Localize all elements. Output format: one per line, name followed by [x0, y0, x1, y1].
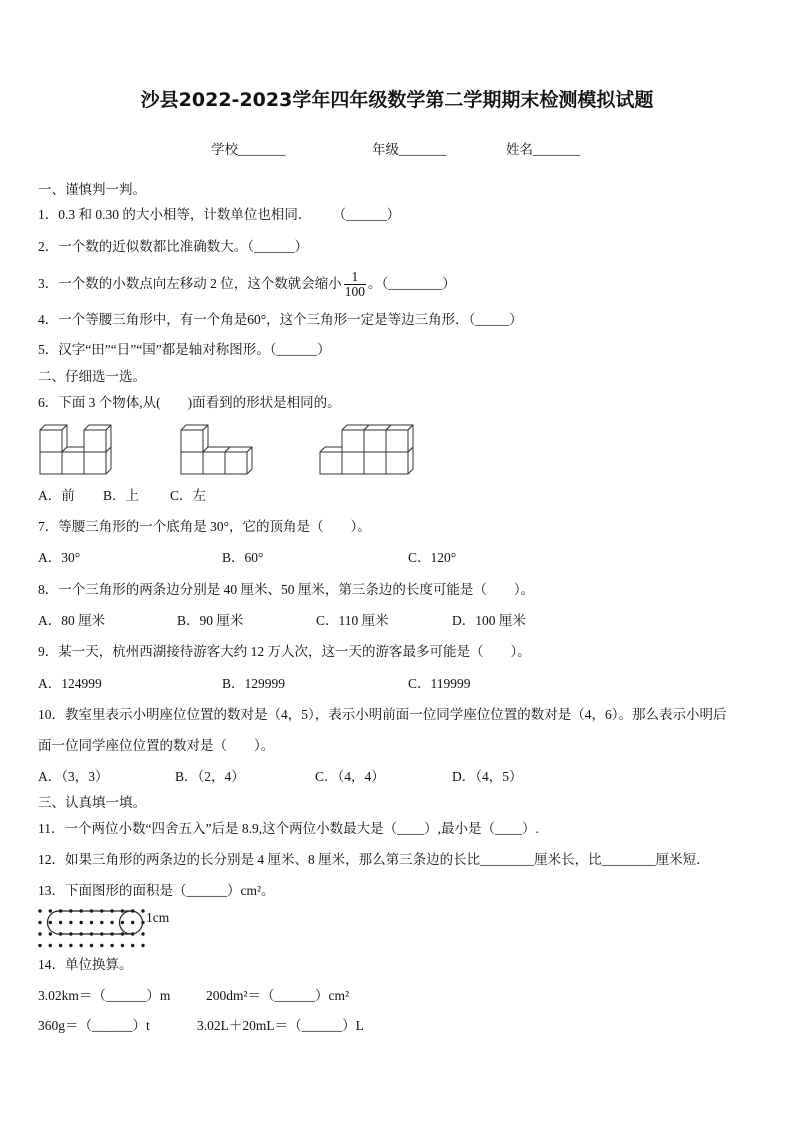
grid-dots [38, 909, 144, 947]
question-10 [38, 707, 727, 723]
grid-dot [121, 932, 124, 935]
grid-dot [59, 944, 62, 947]
option-b: B．60° [222, 550, 264, 565]
name-blank: _______ [533, 142, 581, 157]
cube-front-face [181, 452, 203, 474]
cube-side-face [106, 425, 111, 452]
grid-dot [49, 932, 52, 935]
question-number: 1． [38, 207, 59, 222]
section-heading-fill: 三、认真填一填。 [38, 795, 146, 810]
cube-front-face [181, 430, 203, 452]
grade-blank: _______ [399, 142, 447, 157]
question-5 [38, 342, 330, 358]
grid-dot [90, 944, 93, 947]
question-text: 汉字“田”“日”“国”都是轴对称图形。（______） [58, 342, 331, 357]
grid-dot [69, 944, 72, 947]
option-c: C．（4，4） [315, 769, 385, 784]
question-number: 9． [38, 644, 59, 659]
grid-dot [141, 932, 144, 935]
grid-dot [80, 909, 83, 912]
question-11 [38, 821, 539, 837]
cube-side-face [408, 425, 413, 452]
object-figure-2 [181, 425, 252, 474]
answer-blank: （______） [339, 207, 401, 222]
question-4 [38, 312, 523, 328]
option-a: A．124999 [38, 676, 102, 691]
grid-dot [69, 932, 72, 935]
grid-dot [38, 944, 41, 947]
grid-dot [80, 921, 83, 924]
grid-dot [141, 921, 144, 924]
cube-front-face [84, 452, 106, 474]
grid-dot [121, 944, 124, 947]
cube-front-face [342, 452, 364, 474]
grid-dot [49, 909, 52, 912]
grid-dot [131, 921, 134, 924]
cube [40, 425, 67, 452]
cube-front-face [364, 430, 386, 452]
conversion-item: 3.02km＝（______）m [38, 988, 171, 1003]
conversion-item: 3.02L＋20mL＝（______）L [197, 1018, 364, 1033]
question-9 [38, 644, 531, 660]
cube [181, 425, 208, 452]
question-number: 10． [38, 707, 65, 722]
grade-label: 年级 [372, 142, 399, 157]
question-1 [38, 207, 400, 223]
name-field [506, 142, 580, 158]
object-figure-3 [320, 425, 413, 474]
conversion-item: 200dm²＝（______）cm² [206, 988, 350, 1003]
cube [225, 447, 252, 474]
grid-dot [110, 909, 113, 912]
option-a: A．80 厘米 [38, 613, 106, 628]
grid-dot [141, 909, 144, 912]
grid-dot [69, 921, 72, 924]
question-8 [38, 582, 534, 598]
grid-dot [131, 909, 134, 912]
question-text: 等腰三角形的一个底角是 30°，它的顶角是（ ）。 [58, 519, 371, 534]
grid-dot [110, 944, 113, 947]
grid-dot [131, 944, 134, 947]
question-text: 如果三角形的两条边的长分别是 4 厘米、8 厘米，那么第三条边的长比________厘米长，比________厘米短． [65, 852, 710, 867]
grid-dot [100, 932, 103, 935]
option-c: C．左 [170, 488, 207, 503]
question-text: 教室里表示小明座位位置的数对是（4，5），表示小明前面一位同学座位位置的数对是（4，6）。那么表示小明后 [65, 707, 727, 722]
grade-field [372, 142, 446, 158]
cube-front-face [364, 452, 386, 474]
question-number: 5． [38, 342, 59, 357]
school-field [211, 142, 285, 158]
grid-dot [131, 932, 134, 935]
question-text: 单位换算。 [65, 957, 133, 972]
grid-dot [110, 932, 113, 935]
grid-dot [90, 932, 93, 935]
question-text: 下面图形的面积是（______）cm²。 [65, 883, 275, 898]
option-c: C．120° [408, 550, 457, 565]
question-text: 一个等腰三角形中，有一个角是60°，这个三角形一定是等边三角形．（_____） [58, 312, 523, 327]
section-heading-judge: 一、谨慎判一判。 [38, 182, 146, 197]
question-number: 6． [38, 395, 59, 410]
cube-front-face [84, 430, 106, 452]
question-14 [38, 957, 133, 973]
grid-dot [80, 932, 83, 935]
question-text: 0.3 和 0.30 的大小相等，计数单位也相同． [58, 207, 312, 222]
grid-dot [80, 944, 83, 947]
cube-front-face [62, 452, 84, 474]
question-number: 12． [38, 852, 65, 867]
option-b: B．90 厘米 [177, 613, 244, 628]
object-figure-1 [40, 425, 111, 474]
question-text: 下面 3 个物体,从( )面看到的形状是相同的。 [58, 395, 341, 410]
question-number: 13． [38, 883, 65, 898]
option-c: C．119999 [408, 676, 471, 691]
cube-front-face [225, 452, 247, 474]
question-3 [38, 267, 456, 301]
school-blank: _______ [238, 142, 286, 157]
section-heading-choice: 二、仔细选一选。 [38, 369, 146, 384]
question-number: 4． [38, 312, 59, 327]
grid-dot [100, 921, 103, 924]
dot-grid-figure [0, 900, 200, 955]
option-c: C．110 厘米 [316, 613, 389, 628]
grid-dot [38, 909, 41, 912]
grid-dot [38, 921, 41, 924]
question-text-after: 。（________） [368, 276, 456, 291]
option-d: D．100 厘米 [452, 613, 526, 628]
option-a: A．前 [38, 488, 75, 503]
question-7 [38, 519, 371, 535]
question-number: 2． [38, 239, 59, 254]
cube-front-face [40, 430, 62, 452]
fraction [344, 270, 366, 299]
question-number: 7． [38, 519, 59, 534]
question-number: 11． [38, 821, 65, 836]
cube-front-face [342, 430, 364, 452]
conversion-item: 360g＝（______）t [38, 1018, 150, 1033]
question-text: 一个数的近似数都比准确数大。（______） [58, 239, 308, 254]
question-12 [38, 852, 710, 868]
grid-dot [100, 909, 103, 912]
grid-dot [110, 921, 113, 924]
cube-front-face [40, 452, 62, 474]
cube-front-face [320, 452, 342, 474]
question-text: 某一天，杭州西湖接待游客大约 12 万人次，这一天的游客最多可能是（ ）。 [58, 644, 531, 659]
name-label: 姓名 [506, 142, 533, 157]
option-a: A．30° [38, 550, 81, 565]
grid-dot [121, 909, 124, 912]
option-b: B．129999 [222, 676, 286, 691]
question-text: 一个三角形的两条边分别是 40 厘米、50 厘米，第三条边的长度可能是（ ）。 [58, 582, 535, 597]
school-label: 学校 [211, 142, 238, 157]
cube-objects-figure [0, 418, 794, 480]
option-a: A．（3，3） [38, 769, 109, 784]
fraction-numerator: 1 [344, 270, 366, 285]
grid-dot [90, 909, 93, 912]
cube [84, 425, 111, 452]
cube-side-face [247, 447, 252, 474]
cube [386, 425, 413, 452]
fraction-denominator: 100 [344, 283, 365, 299]
question-number: 3． [38, 276, 59, 291]
grid-dot [49, 921, 52, 924]
grid-dot [141, 944, 144, 947]
page-title: 沙县2022-2023学年四年级数学第二学期期末检测模拟试题 [140, 89, 654, 111]
cube-front-face [203, 452, 225, 474]
grid-dot [38, 932, 41, 935]
grid-dot [100, 944, 103, 947]
grid-dot [49, 944, 52, 947]
question-10-continued: 面一位同学座位位置的数对是（ ）。 [38, 738, 275, 753]
grid-unit-label: 1cm [146, 910, 170, 925]
question-text: 一个两位小数“四舍五入”后是 8.9,这个两位小数最大是（____）,最小是（____）. [64, 821, 539, 836]
grid-dot [90, 921, 93, 924]
option-b: B．（2，4） [175, 769, 245, 784]
question-number: 8． [38, 582, 59, 597]
grid-dot [59, 932, 62, 935]
question-6 [38, 395, 341, 411]
option-d: D．（4，5） [452, 769, 523, 784]
grid-dot [59, 909, 62, 912]
grid-dot [59, 921, 62, 924]
question-2 [38, 239, 308, 255]
grid-dot [69, 909, 72, 912]
option-b: B．上 [103, 488, 140, 503]
question-number: 14． [38, 957, 65, 972]
question-text: 一个数的小数点向左移动 2 位，这个数就会缩小 [58, 276, 342, 291]
grid-dot [121, 921, 124, 924]
cube-front-face [386, 430, 408, 452]
cube-front-face [386, 452, 408, 474]
question-13 [38, 883, 275, 899]
